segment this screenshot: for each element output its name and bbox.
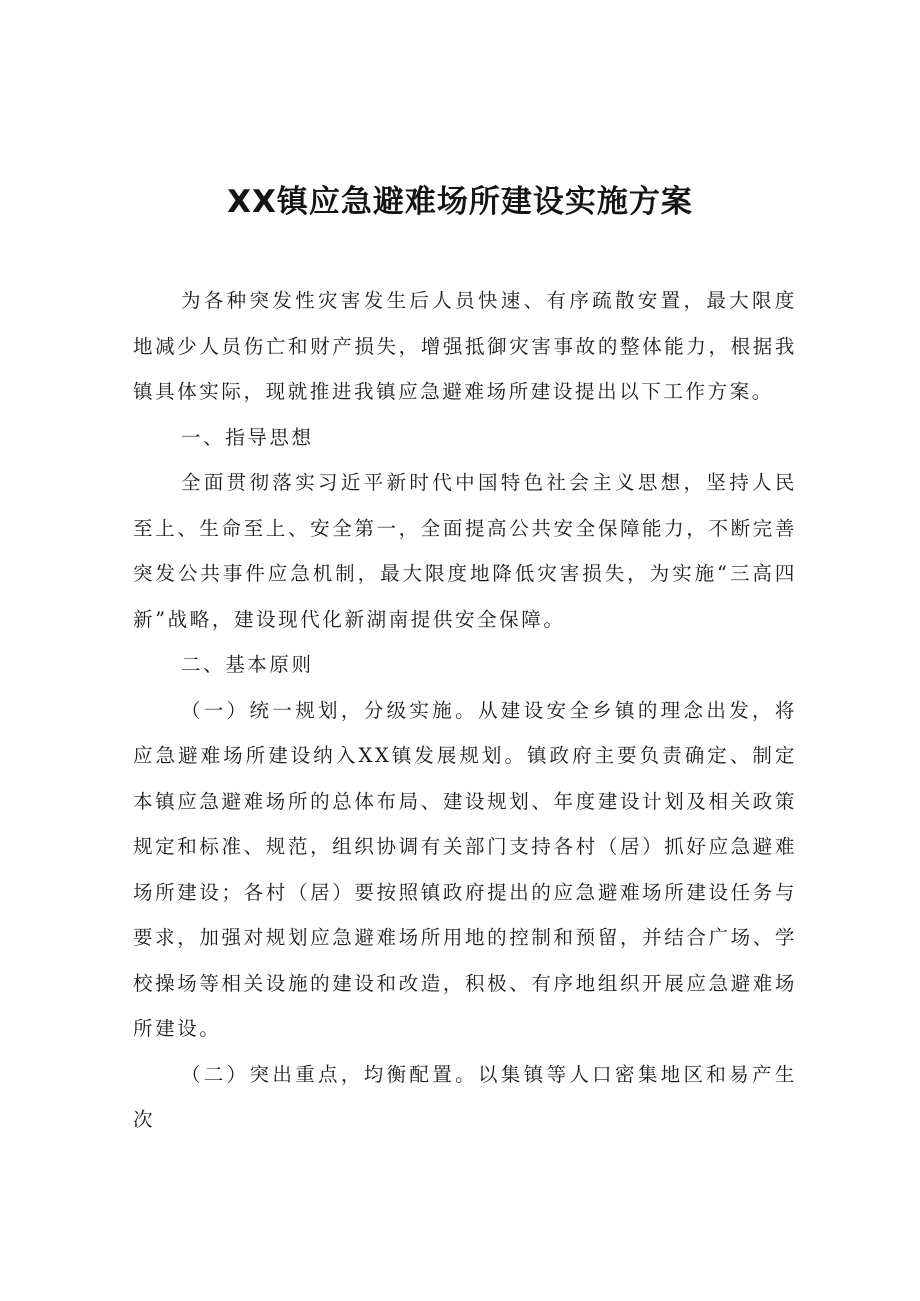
principle-2-paragraph: （二）突出重点，均衡配置。以集镇等人口密集地区和易产生次 [133,1062,797,1131]
document-body [133,278,797,1143]
section-heading-guiding-ideology: 一、指导思想 [181,425,314,449]
section-heading-basic-principles: 二、基本原则 [181,653,314,676]
document-title: XX镇应急避难场所建设实施方案 [227,184,693,220]
intro-paragraph: 为各种突发性灾害发生后人员快速、有序疏散安置，最大限度地减少人员伤亡和财产损失，增强抵御灾害事故的整体能力，根据我镇具体实际，现就推进我镇应急避难场所建设提出以下工作方案。 [133,289,797,403]
principle-1-paragraph: （一）统一规划，分级实施。从建设安全乡镇的理念出发，将应急避难场所建设纳入XX镇发展规划。镇政府主要负责确定、制定本镇应急避难场所的总体布局、建设规划、年度建设计划及相关政策规定和标准、规范，组织协调有关部门支持各村（居）抓好应急避难场所建设；各村（居）要按照镇政府提出的应急避难场所建设任务与要求，加强对规划应急避难场所用地的控制和预留，并结合广场、学校操场等相关设施的建设和改造，积极、有序地组织开展应急避难场所建设。 [133,698,797,1040]
guiding-ideology-paragraph: 全面贯彻落实习近平新时代中国特色社会主义思想，坚持人民至上、生命至上、安全第一，全面提高公共安全保障能力，不断完善突发公共事件应急机制，最大限度地降低灾害损失，为实施“三高四新”战略，建设现代化新湖南提供安全保障。 [133,471,797,631]
